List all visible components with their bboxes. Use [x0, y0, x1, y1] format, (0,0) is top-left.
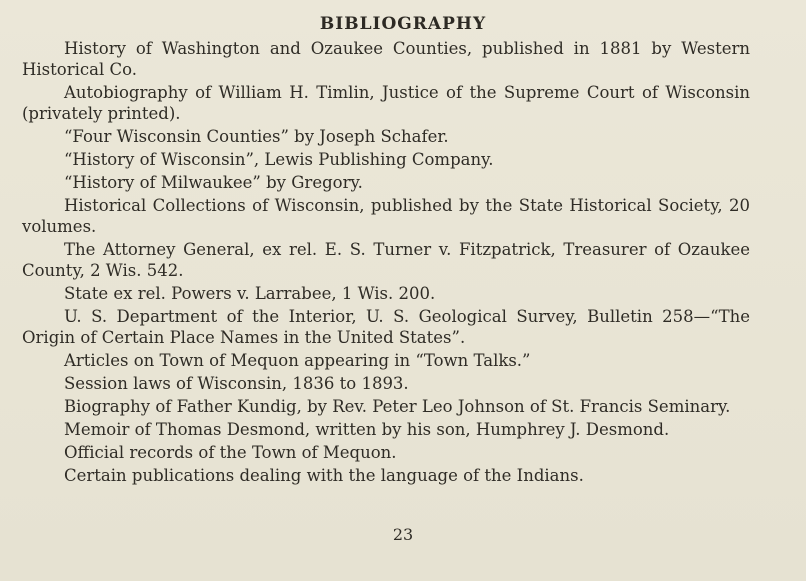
bibliography-list [22, 38, 750, 488]
bibliography-entry: U. S. Department of the Interior, U. S. Geological Survey, Bulletin 258—“The Origin of Certain Place Names in the United States”. [22, 307, 750, 347]
bibliography-entry: Certain publications dealing with the language of the Indians. [64, 466, 584, 485]
bibliography-entry: Historical Collections of Wisconsin, published by the State Historical Society, 20 volumes. [22, 196, 750, 236]
bibliography-entry: Articles on Town of Mequon appearing in “Town Talks.” [64, 351, 531, 370]
bibliography-entry: Session laws of Wisconsin, 1836 to 1893. [64, 374, 409, 393]
bibliography-entry: “History of Wisconsin”, Lewis Publishing Company. [64, 150, 494, 169]
bibliography-heading: BIBLIOGRAPHY [319, 14, 487, 34]
bibliography-entry: “Four Wisconsin Counties” by Joseph Schafer. [64, 127, 449, 146]
bibliography-entry: Autobiography of William H. Timlin, Justice of the Supreme Court of Wisconsin (privately printed). [22, 83, 750, 123]
bibliography-entry: Memoir of Thomas Desmond, written by his son, Humphrey J. Desmond. [64, 420, 670, 439]
bibliography-entry: “History of Milwaukee” by Gregory. [64, 173, 363, 192]
bibliography-entry: State ex rel. Powers v. Larrabee, 1 Wis. 200. [64, 284, 436, 303]
bibliography-entry: The Attorney General, ex rel. E. S. Turner v. Fitzpatrick, Treasurer of Ozaukee County, 2 Wis. 542. [22, 240, 750, 280]
bibliography-entry: History of Washington and Ozaukee Counties, published in 1881 by Western Historical Co. [22, 39, 750, 79]
bibliography-entry: Official records of the Town of Mequon. [64, 443, 397, 462]
bibliography-entry: Biography of Father Kundig, by Rev. Peter Leo Johnson of St. Francis Seminary. [64, 397, 731, 416]
page-number: 23 [392, 525, 414, 544]
